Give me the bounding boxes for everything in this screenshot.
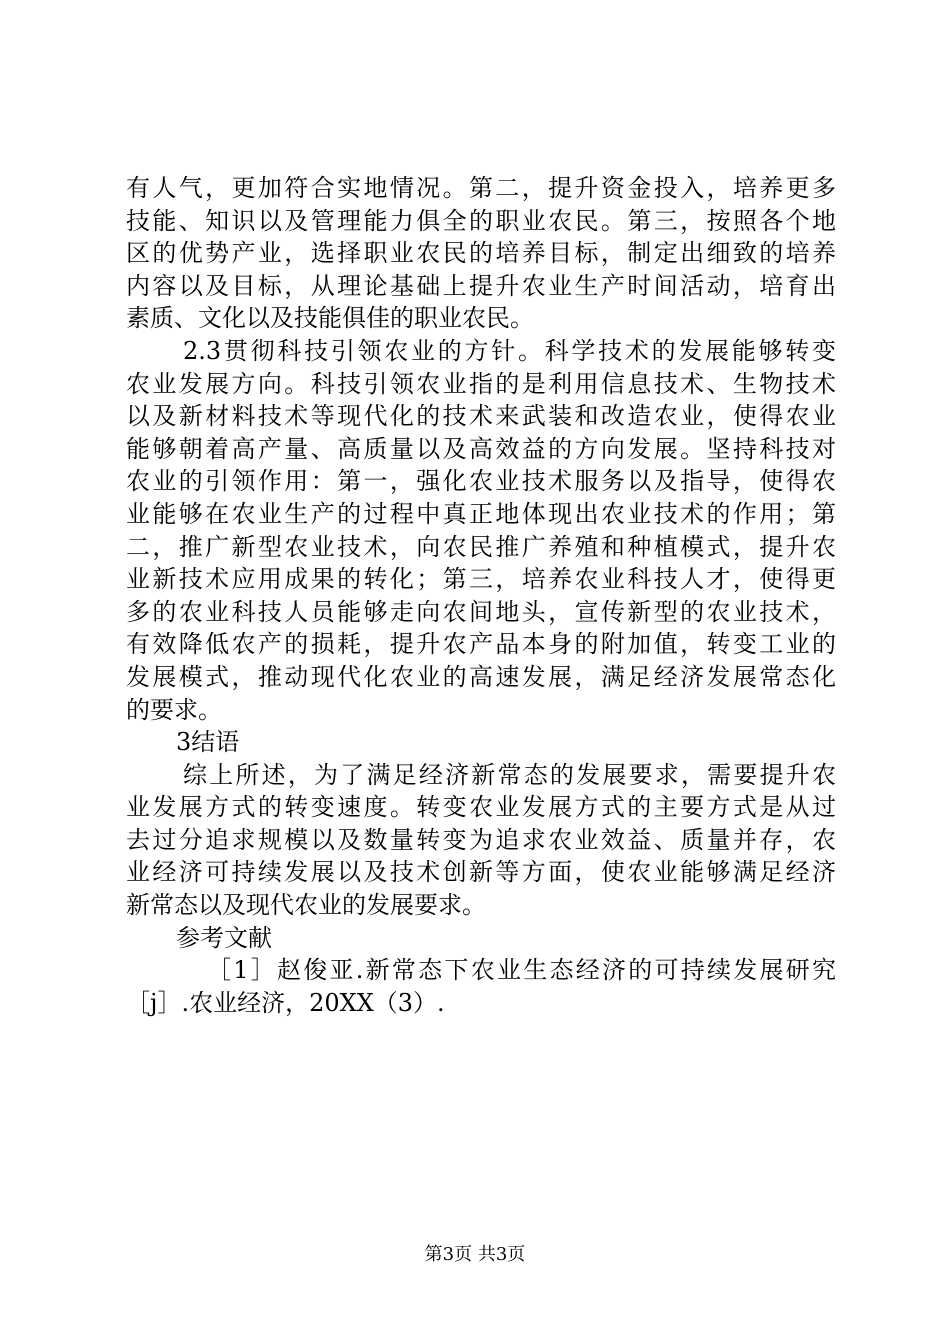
paragraph-line: 技能、知识以及管理能力俱全的职业农民。第三，按照各个地 bbox=[126, 206, 836, 235]
paragraph-line: 业经济可持续发展以及技术创新等方面，使农业能够满足经济 bbox=[126, 858, 836, 887]
paragraph-line: 有效降低农产的损耗，提升农产品本身的附加值，转变工业的 bbox=[126, 630, 836, 659]
paragraph-line: 新常态以及现代农业的发展要求。 bbox=[126, 891, 486, 920]
paragraph-line: 有人气，更加符合实地情况。第二，提升资金投入，培养更多 bbox=[126, 174, 836, 202]
section-heading: 3结语 bbox=[176, 728, 240, 757]
paragraph-line: 能够朝着高产量、高质量以及高效益的方向发展。坚持科技对 bbox=[126, 434, 836, 463]
references-heading: 参考文献 bbox=[176, 923, 272, 952]
paragraph-line: 多的农业科技人员能够走向农间地头，宣传新型的农业技术， bbox=[126, 597, 836, 626]
section-heading-line: 2.3贯彻科技引领农业的方针。科学技术的发展能够转变 bbox=[183, 336, 836, 365]
paragraph-line: 内容以及目标，从理论基础上提升农业生产时间活动，培育出 bbox=[126, 271, 836, 300]
reference-entry-line: ［1］赵俊亚.新常态下农业生态经济的可持续发展研究 bbox=[207, 956, 836, 985]
paragraph-line: 农业的引领作用：第一，强化农业技术服务以及指导，使得农 bbox=[126, 467, 836, 496]
document-body bbox=[126, 172, 836, 1019]
paragraph-line: 业能够在农业生产的过程中真正地体现出农业技术的作用；第 bbox=[126, 499, 836, 528]
paragraph-line: 去过分追求规模以及数量转变为追求农业效益、质量并存，农 bbox=[126, 825, 836, 854]
page-number-label: 第3页 共3页 bbox=[424, 1244, 526, 1265]
paragraph-line: 综上所述，为了满足经济新常态的发展要求，需要提升农 bbox=[183, 760, 836, 789]
paragraph-line: 区的优势产业，选择职业农民的培养目标，制定出细致的培养 bbox=[126, 239, 836, 268]
page-footer bbox=[0, 1244, 950, 1266]
paragraph-line: 业发展方式的转变速度。转变农业发展方式的主要方式是从过 bbox=[126, 793, 836, 822]
paragraph-line: 二，推广新型农业技术，向农民推广养殖和种植模式，提升农 bbox=[126, 532, 836, 561]
reference-entry-line: ［j］.农业经济，20XX（3）. bbox=[126, 988, 445, 1017]
paragraph-line: 发展模式，推动现代化农业的高速发展，满足经济发展常态化 bbox=[126, 662, 836, 691]
paragraph-line: 业新技术应用成果的转化；第三，培养农业科技人才，使得更 bbox=[126, 565, 836, 594]
paragraph-line: 农业发展方向。科技引领农业指的是利用信息技术、生物技术 bbox=[126, 369, 836, 398]
paragraph-line: 素质、文化以及技能俱佳的职业农民。 bbox=[126, 304, 534, 333]
paragraph-line: 的要求。 bbox=[126, 695, 222, 724]
paragraph-line: 以及新材料技术等现代化的技术来武装和改造农业，使得农业 bbox=[126, 402, 836, 431]
